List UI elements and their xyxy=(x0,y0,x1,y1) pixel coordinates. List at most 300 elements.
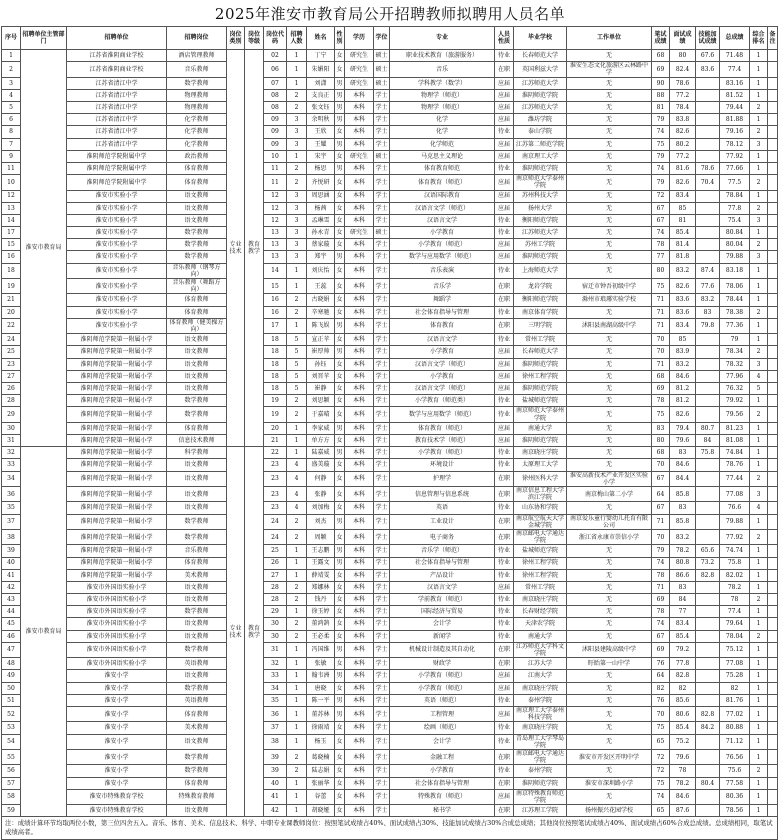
cell-total-score: 82 xyxy=(720,682,750,694)
cell-employer: 沭阳县南湖高级中学 xyxy=(567,318,652,333)
cell-employer: 无 xyxy=(567,459,652,471)
cell-status: 应届 xyxy=(495,581,514,593)
cell-education: 本科 xyxy=(345,682,374,694)
cell-skill-score: 82.8 xyxy=(696,569,720,581)
cell-name: 陈一平 xyxy=(307,694,335,706)
cell-serial: 2 xyxy=(2,62,21,77)
cell-total-score: 81.88 xyxy=(720,114,750,126)
column-header: 专业 xyxy=(390,27,495,50)
cell-education: 本科 xyxy=(345,239,374,251)
cell-total-score: 77.08 xyxy=(720,486,750,501)
cell-quota: 5 xyxy=(287,358,307,370)
cell-employer: 扬州振兴花园学校 xyxy=(567,805,652,817)
cell-degree: 学士 xyxy=(374,114,390,126)
cell-serial: 53 xyxy=(2,722,21,734)
cell-skill-score: 87.4 xyxy=(696,263,720,278)
cell-degree: 硕士 xyxy=(374,150,390,162)
cell-gender: 男 xyxy=(335,89,345,101)
cell-interview-score: 82.6 xyxy=(670,407,696,422)
cell-quota: 3 xyxy=(287,239,307,251)
cell-remark xyxy=(768,318,778,333)
cell-serial: 45 xyxy=(2,618,21,630)
table-row xyxy=(2,670,778,682)
cell-school: 徐州工程学院 xyxy=(514,557,567,569)
cell-status: 应届 xyxy=(495,190,514,202)
cell-post: 数学教师 xyxy=(167,642,227,657)
cell-unit: 淮安市外国语实验小学 xyxy=(67,642,167,657)
cell-post-code: 28 xyxy=(264,594,287,606)
cell-unit: 淮安市实验小学 xyxy=(67,294,167,306)
cell-remark xyxy=(768,114,778,126)
cell-school: 南京晓庄学院 xyxy=(514,447,567,459)
cell-skill-score xyxy=(696,670,720,682)
cell-quota: 1 xyxy=(287,670,307,682)
table-row xyxy=(2,422,778,434)
cell-post: 语文教师 xyxy=(167,502,227,514)
cell-major: 物理学（师范） xyxy=(390,89,495,101)
cell-status: 待业 xyxy=(495,162,514,174)
cell-total-score: 75.12 xyxy=(720,642,750,657)
cell-gender: 女 xyxy=(335,777,345,789)
cell-employer: 无 xyxy=(567,594,652,606)
cell-name: 陆嘉威 xyxy=(307,447,335,459)
table-row xyxy=(2,77,778,89)
cell-post-code: 11 xyxy=(264,175,287,190)
cell-post: 体育教师 xyxy=(167,706,227,721)
cell-education: 本科 xyxy=(345,765,374,777)
cell-remark xyxy=(768,594,778,606)
cell-school: 南京师范大学泰州学院 xyxy=(514,175,567,190)
cell-written-score: 69 xyxy=(652,62,670,77)
cell-status: 应届 xyxy=(495,358,514,370)
cell-skill-score xyxy=(696,227,720,239)
cell-employer: 无 xyxy=(567,407,652,422)
cell-unit: 淮安市外国语实验小学 xyxy=(67,658,167,670)
cell-serial: 58 xyxy=(2,789,21,804)
column-header: 招聘单位主管部门 xyxy=(21,27,67,50)
cell-major: 小学教育（师范） xyxy=(390,670,495,682)
cell-unit: 淮阴师范学院附属中学 xyxy=(67,150,167,162)
cell-major: 汉语言文学（师范） xyxy=(390,358,495,370)
cell-major: 小学教育（师范） xyxy=(390,682,495,694)
cell-post: 语文教师 xyxy=(167,190,227,202)
cell-unit: 淮安市实验小学 xyxy=(67,202,167,214)
cell-quota: 1 xyxy=(287,279,307,294)
cell-status: 应届 xyxy=(495,89,514,101)
cell-remark xyxy=(768,486,778,501)
cell-interview-score: 87.6 xyxy=(670,805,696,817)
cell-gender: 女 xyxy=(335,658,345,670)
cell-status: 待业 xyxy=(495,459,514,471)
cell-written-score: 65 xyxy=(652,805,670,817)
cell-total-score: 81.52 xyxy=(720,89,750,101)
column-header: 学位 xyxy=(374,27,390,50)
cell-written-score: 78 xyxy=(652,395,670,407)
cell-education: 本科 xyxy=(345,734,374,749)
cell-name: 刘思颖 xyxy=(307,395,335,407)
cell-total-score: 76.56 xyxy=(720,749,750,764)
cell-serial: 57 xyxy=(2,777,21,789)
cell-unit: 江苏省清江中学 xyxy=(67,138,167,150)
cell-written-score: 70 xyxy=(652,706,670,721)
cell-post-code: 23 xyxy=(264,459,287,471)
cell-school: 盐城师范学院 xyxy=(514,395,567,407)
cell-post: 语文教师 xyxy=(167,370,227,382)
cell-skill-score xyxy=(696,486,720,501)
cell-post: 语文教师 xyxy=(167,358,227,370)
cell-name: 孙永青 xyxy=(307,227,335,239)
cell-degree: 学士 xyxy=(374,162,390,174)
cell-degree: 学士 xyxy=(374,569,390,581)
cell-interview-score: 77 xyxy=(670,606,696,618)
table-row xyxy=(2,318,778,333)
cell-degree: 学士 xyxy=(374,682,390,694)
cell-school: 淮阴师范学院 xyxy=(514,382,567,394)
cell-rank: 3 xyxy=(750,486,768,501)
cell-major: 体育教育（师范） xyxy=(390,422,495,434)
cell-remark xyxy=(768,50,778,62)
cell-unit: 江苏省清江中学 xyxy=(67,77,167,89)
cell-name: 徐玉婷 xyxy=(307,606,335,618)
cell-unit: 淮安市特殊教育学校 xyxy=(67,789,167,804)
cell-serial: 49 xyxy=(2,670,21,682)
cell-degree: 学士 xyxy=(374,407,390,422)
cell-major: 社会体育指导与管理 xyxy=(390,777,495,789)
cell-school: 南通大学 xyxy=(514,630,567,642)
cell-degree: 学士 xyxy=(374,706,390,721)
cell-skill-score: 70.4 xyxy=(696,175,720,190)
cell-skill-score xyxy=(696,514,720,529)
cell-school: 南京邮电大学通达学院 xyxy=(514,529,567,544)
cell-status: 在职 xyxy=(495,486,514,501)
cell-serial: 4 xyxy=(2,89,21,101)
cell-interview-score: 82.6 xyxy=(670,175,696,190)
cell-education: 本科 xyxy=(345,557,374,569)
table-row xyxy=(2,239,778,251)
cell-post-code: 23 xyxy=(264,502,287,514)
cell-written-score: 67 xyxy=(652,214,670,226)
cell-remark xyxy=(768,263,778,278)
cell-school: 南京晓庄学院 xyxy=(514,682,567,694)
table-row xyxy=(2,126,778,138)
cell-interview-score: 78.2 xyxy=(670,777,696,789)
cell-post: 英语教师 xyxy=(167,658,227,670)
cell-degree: 学士 xyxy=(374,422,390,434)
cell-skill-score xyxy=(696,630,720,642)
cell-skill-score: 80.7 xyxy=(696,422,720,434)
cell-unit: 淮安小学 xyxy=(67,706,167,721)
cell-name: 钱丹 xyxy=(307,594,335,606)
cell-post-category: 专业技术 xyxy=(227,50,245,447)
cell-gender: 男 xyxy=(335,346,345,358)
cell-remark xyxy=(768,514,778,529)
cell-rank: 4 xyxy=(750,370,768,382)
column-header: 岗位代码 xyxy=(264,27,287,50)
cell-unit: 淮安市实验小学 xyxy=(67,239,167,251)
cell-major: 电子商务 xyxy=(390,529,495,544)
cell-written-score: 81 xyxy=(652,101,670,113)
cell-major: 化学师范 xyxy=(390,138,495,150)
table-row xyxy=(2,263,778,278)
cell-skill-score xyxy=(696,89,720,101)
cell-total-score: 78.12 xyxy=(720,138,750,150)
cell-post: 语文教师 xyxy=(167,382,227,394)
cell-unit: 淮阴师范学院第一附属小学 xyxy=(67,407,167,422)
cell-school: 淮阴师范学院 xyxy=(514,162,567,174)
cell-serial: 40 xyxy=(2,557,21,569)
cell-remark xyxy=(768,545,778,557)
cell-education: 本科 xyxy=(345,471,374,486)
cell-interview-score: 82 xyxy=(670,682,696,694)
cell-gender: 男 xyxy=(335,694,345,706)
cell-gender: 女 xyxy=(335,459,345,471)
cell-degree: 硕士 xyxy=(374,50,390,62)
cell-gender: 男 xyxy=(335,101,345,113)
cell-quota: 5 xyxy=(287,346,307,358)
cell-quota: 2 xyxy=(287,395,307,407)
cell-education: 本科 xyxy=(345,777,374,789)
cell-rank: 1 xyxy=(750,334,768,346)
cell-employer: 无 xyxy=(567,239,652,251)
cell-post-code: 08 xyxy=(264,89,287,101)
cell-total-score: 78.38 xyxy=(720,306,750,318)
cell-written-score: 78 xyxy=(652,569,670,581)
cell-skill-score xyxy=(696,239,720,251)
cell-major: 财政学 xyxy=(390,658,495,670)
cell-written-score: 69 xyxy=(652,642,670,657)
cell-skill-score xyxy=(696,642,720,657)
cell-education: 本科 xyxy=(345,294,374,306)
cell-gender: 女 xyxy=(335,382,345,394)
cell-skill-score xyxy=(696,407,720,422)
cell-interview-score: 81.6 xyxy=(670,162,696,174)
cell-gender: 男 xyxy=(335,670,345,682)
cell-total-score: 80.84 xyxy=(720,227,750,239)
cell-status: 待业 xyxy=(495,263,514,278)
cell-rank: 1 xyxy=(750,557,768,569)
cell-education: 本科 xyxy=(345,202,374,214)
table-row xyxy=(2,294,778,306)
cell-quota: 1 xyxy=(287,318,307,333)
cell-written-score: 67 xyxy=(652,471,670,486)
cell-skill-score xyxy=(696,581,720,593)
cell-rank: 1 xyxy=(750,749,768,764)
cell-unit: 淮安市实验小学 xyxy=(67,279,167,294)
table-row xyxy=(2,777,778,789)
cell-rank: 1 xyxy=(750,682,768,694)
cell-post: 化学教师 xyxy=(167,126,227,138)
cell-remark xyxy=(768,557,778,569)
cell-serial: 27 xyxy=(2,370,21,382)
cell-remark xyxy=(768,306,778,318)
cell-total-score: 78 xyxy=(720,594,750,606)
cell-unit: 淮安市实验小学 xyxy=(67,214,167,226)
cell-interview-score: 82.6 xyxy=(670,279,696,294)
cell-rank: 1 xyxy=(750,569,768,581)
cell-total-score: 78.04 xyxy=(720,630,750,642)
cell-gender: 女 xyxy=(335,805,345,817)
cell-rank: 2 xyxy=(750,594,768,606)
cell-remark xyxy=(768,279,778,294)
cell-status: 待业 xyxy=(495,618,514,630)
cell-employer: 无 xyxy=(567,358,652,370)
cell-written-score: 83 xyxy=(652,422,670,434)
cell-education: 本科 xyxy=(345,722,374,734)
cell-name: 王蕊 xyxy=(307,279,335,294)
cell-school: 潍坊学院 xyxy=(514,114,567,126)
cell-degree: 学士 xyxy=(374,459,390,471)
cell-education: 研究生 xyxy=(345,77,374,89)
cell-post: 数学教师 xyxy=(167,251,227,263)
cell-employer: 淮安市深圳路小学 xyxy=(567,777,652,789)
cell-serial: 10 xyxy=(2,175,21,190)
cell-total-score: 80.04 xyxy=(720,239,750,251)
cell-total-score: 79.64 xyxy=(720,618,750,630)
cell-education: 本科 xyxy=(345,190,374,202)
cell-serial: 24 xyxy=(2,334,21,346)
cell-status: 应届 xyxy=(495,114,514,126)
cell-gender: 男 xyxy=(335,706,345,721)
cell-name: 董鸿鹄 xyxy=(307,618,335,630)
cell-employer: 无 xyxy=(567,722,652,734)
cell-quota: 1 xyxy=(287,706,307,721)
cell-quota: 2 xyxy=(287,529,307,544)
cell-written-score: 88 xyxy=(652,89,670,101)
cell-total-score: 80.88 xyxy=(720,722,750,734)
cell-total-score: 75.6 xyxy=(720,765,750,777)
cell-written-score: 75 xyxy=(652,138,670,150)
cell-skill-score xyxy=(696,694,720,706)
cell-school: 泰州学院 xyxy=(514,765,567,777)
cell-post-code: 19 xyxy=(264,407,287,422)
cell-serial: 30 xyxy=(2,422,21,434)
cell-written-score: 74 xyxy=(652,227,670,239)
cell-written-score: 68 xyxy=(652,370,670,382)
cell-name: 余明秋 xyxy=(307,114,335,126)
cell-written-score: 79 xyxy=(652,545,670,557)
cell-interview-score: 79.2 xyxy=(670,642,696,657)
cell-gender: 女 xyxy=(335,294,345,306)
cell-status: 待业 xyxy=(495,447,514,459)
cell-gender: 女 xyxy=(335,606,345,618)
cell-written-score: 79 xyxy=(652,114,670,126)
cell-unit: 淮安小学 xyxy=(67,694,167,706)
cell-post: 音乐教师（钢琴方向） xyxy=(167,263,227,278)
cell-employer: 无 xyxy=(567,370,652,382)
cell-post: 音乐教师（舞蹈方向） xyxy=(167,279,227,294)
cell-post-code: 09 xyxy=(264,138,287,150)
table-row xyxy=(2,447,778,459)
cell-rank: 1 xyxy=(750,50,768,62)
cell-post: 体育教师（健美操方向） xyxy=(167,318,227,333)
cell-major: 信息管理与信息系统 xyxy=(390,486,495,501)
cell-gender: 女 xyxy=(335,569,345,581)
cell-post-code: 19 xyxy=(264,395,287,407)
cell-school: 长春师范大学 xyxy=(514,50,567,62)
cell-written-score: 67 xyxy=(652,202,670,214)
cell-major: 体育教育（师范） xyxy=(390,175,495,190)
cell-major: 汉语言文学（师范） xyxy=(390,202,495,214)
cell-unit: 淮安市外国语实验小学 xyxy=(67,581,167,593)
cell-remark xyxy=(768,227,778,239)
cell-name: 郑娜林 xyxy=(307,581,335,593)
cell-post: 数学教师 xyxy=(167,682,227,694)
cell-serial: 38 xyxy=(2,529,21,544)
cell-school: 江苏理工学院 xyxy=(514,805,567,817)
cell-quota: 3 xyxy=(287,202,307,214)
cell-status: 在职 xyxy=(495,471,514,486)
table-row xyxy=(2,279,778,294)
cell-gender: 男 xyxy=(335,422,345,434)
cell-interview-score: 83 xyxy=(670,447,696,459)
cell-quota: 3 xyxy=(287,138,307,150)
cell-unit: 淮阴师范学院第一附属小学 xyxy=(67,346,167,358)
cell-total-score: 75.8 xyxy=(720,557,750,569)
cell-total-score: 77.66 xyxy=(720,162,750,174)
cell-school: 太原理工大学 xyxy=(514,459,567,471)
cell-post-code: 11 xyxy=(264,162,287,174)
cell-school: 南京信息工程大学滨江学院 xyxy=(514,486,567,501)
cell-name: 何静 xyxy=(307,471,335,486)
cell-post-code: 35 xyxy=(264,694,287,706)
cell-gender: 男 xyxy=(335,447,345,459)
cell-skill-score: 82.8 xyxy=(696,706,720,721)
cell-written-score: 82 xyxy=(652,682,670,694)
cell-post: 语文教师 xyxy=(167,214,227,226)
cell-major: 英语（师范） xyxy=(390,694,495,706)
cell-gender: 女 xyxy=(335,306,345,318)
cell-remark xyxy=(768,294,778,306)
cell-total-score: 77.36 xyxy=(720,318,750,333)
cell-post: 数学教师 xyxy=(167,395,227,407)
cell-school: 龙岩学院 xyxy=(514,279,567,294)
cell-total-score: 77.92 xyxy=(720,529,750,544)
cell-major: 音乐学 xyxy=(390,279,495,294)
cell-school: 淮阴师范学院 xyxy=(514,251,567,263)
cell-post: 语文教师 xyxy=(167,581,227,593)
cell-name: 翰韦洲 xyxy=(307,670,335,682)
cell-skill-score xyxy=(696,606,720,618)
cell-total-score: 78.84 xyxy=(720,190,750,202)
table-row xyxy=(2,251,778,263)
table-row xyxy=(2,502,778,514)
cell-degree: 学士 xyxy=(374,101,390,113)
cell-post: 数学教师 xyxy=(167,239,227,251)
cell-serial: 48 xyxy=(2,658,21,670)
cell-interview-score: 81.2 xyxy=(670,395,696,407)
cell-total-score: 77.8 xyxy=(720,202,750,214)
cell-written-score: 75 xyxy=(652,279,670,294)
cell-name: 杨茜 xyxy=(307,202,335,214)
cell-written-score: 76 xyxy=(652,694,670,706)
cell-post-code: 16 xyxy=(264,294,287,306)
cell-gender: 女 xyxy=(335,630,345,642)
column-header: 人员性质 xyxy=(495,27,514,50)
cell-education: 研究生 xyxy=(345,227,374,239)
cell-school: 南京特殊教育师范学院 xyxy=(514,789,567,804)
cell-employer: 宿迁市钟吾初级中学 xyxy=(567,279,652,294)
cell-quota: 1 xyxy=(287,422,307,434)
cell-interview-score: 85.8 xyxy=(670,514,696,529)
cell-quota: 5 xyxy=(287,370,307,382)
cell-serial: 59 xyxy=(2,805,21,817)
table-row xyxy=(2,722,778,734)
table-row xyxy=(2,694,778,706)
cell-name: 支良正 xyxy=(307,89,335,101)
cell-gender: 女 xyxy=(335,618,345,630)
cell-education: 本科 xyxy=(345,334,374,346)
cell-skill-score xyxy=(696,734,720,749)
